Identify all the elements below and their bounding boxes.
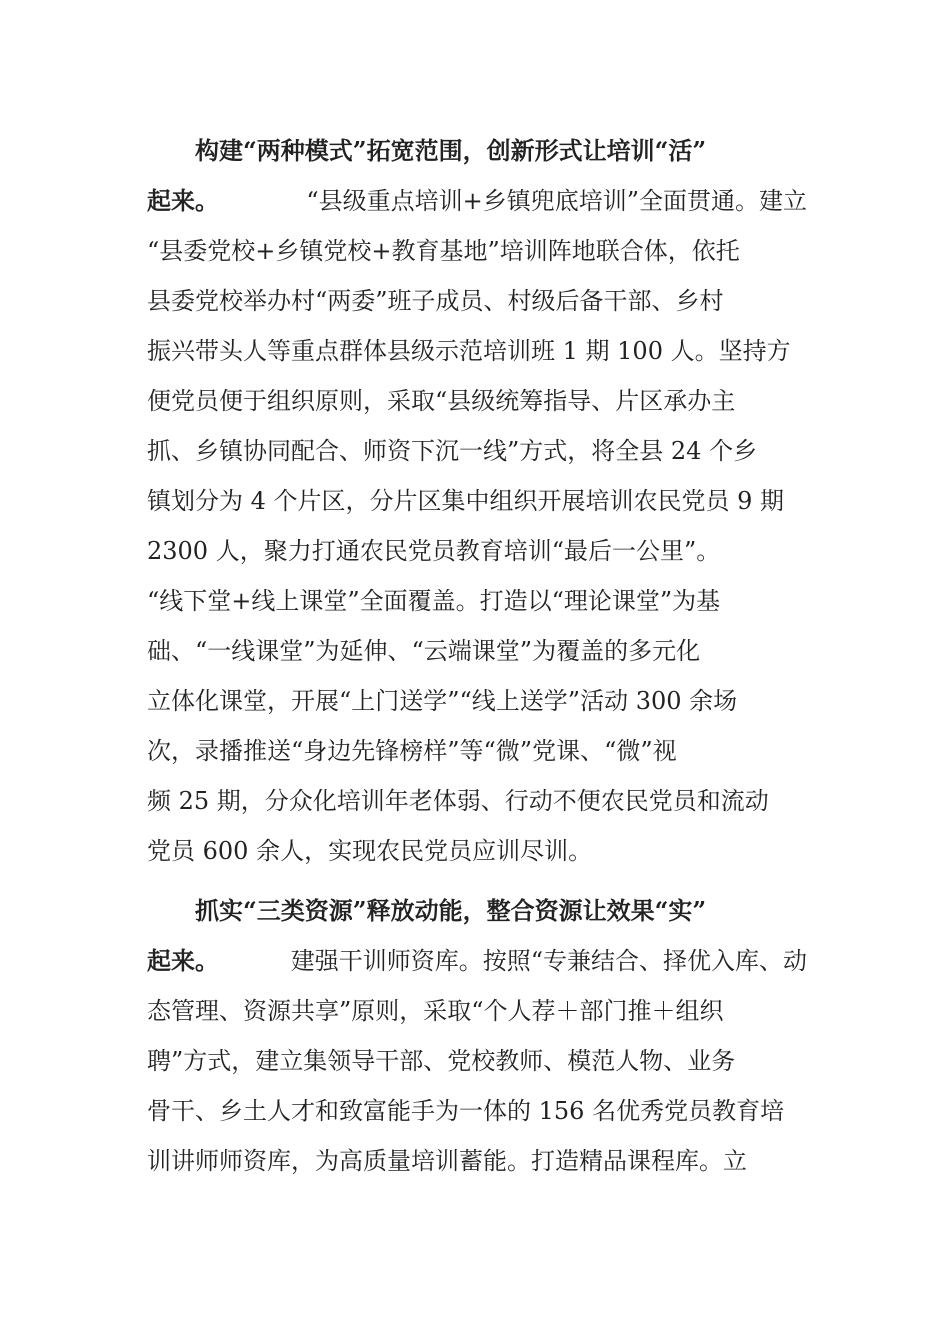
line-text: 抓、乡镇协同配合、师资下沉一线”方式，将全县 24 个乡 bbox=[147, 437, 758, 465]
paragraph-gap bbox=[147, 876, 807, 886]
line-text: 县委党校举办村“两委”班子成员、村级后备干部、乡村 bbox=[147, 287, 724, 315]
paragraph-1-heading-part-1: 构建“两种模式”拓宽范围，创新形式让培训“活” bbox=[195, 136, 707, 165]
paragraph-1-line-11 bbox=[147, 626, 807, 676]
paragraph-2-text: 建强干训师资库。按照“专兼结合、择优入库、动 bbox=[290, 947, 807, 975]
paragraph-2-line-1 bbox=[147, 886, 807, 936]
line-text: 聘”方式，建立集领导干部、党校教师、模范人物、业务 bbox=[147, 1047, 736, 1075]
body-text bbox=[147, 126, 807, 1186]
paragraph-2-line-3 bbox=[147, 986, 807, 1036]
paragraph-1-line-8 bbox=[147, 476, 807, 526]
paragraph-1-line-4 bbox=[147, 276, 807, 326]
line-text: 次，录播推送“身边先锋榜样”等“微”党课、“微”视 bbox=[147, 737, 677, 765]
line-text: 2300 人，聚力打通农民党员教育培训“最后一公里”。 bbox=[147, 537, 721, 565]
line-text: 频 25 期，分众化培训年老体弱、行动不便农民党员和流动 bbox=[147, 787, 769, 815]
paragraph-2-line-5 bbox=[147, 1086, 807, 1136]
paragraph-1-line-6 bbox=[147, 376, 807, 426]
paragraph-1-line-10 bbox=[147, 576, 807, 626]
paragraph-1-line-14 bbox=[147, 776, 807, 826]
paragraph-1-line-15 bbox=[147, 826, 807, 876]
line-text: 态管理、资源共享”原则，采取“个人荐＋部门推＋组织 bbox=[147, 997, 724, 1025]
paragraph-2-heading-part-2: 起来。 bbox=[147, 946, 219, 975]
paragraph-1-heading-part-2: 起来。 bbox=[147, 186, 219, 215]
paragraph-1-line-1 bbox=[147, 126, 807, 176]
line-text: 骨干、乡土人才和致富能手为一体的 156 名优秀党员教育培 bbox=[147, 1097, 785, 1125]
paragraph-1-line-3 bbox=[147, 226, 807, 276]
line-text: “县委党校+乡镇党校+教育基地”培训阵地联合体，依托 bbox=[147, 237, 740, 265]
paragraph-2-line-6 bbox=[147, 1136, 807, 1186]
line-text: “线下堂+线上课堂”全面覆盖。打造以“理论课堂”为基 bbox=[147, 587, 721, 615]
paragraph-1-line-13 bbox=[147, 726, 807, 776]
line-text: 训讲师师资库，为高质量培训蓄能。打造精品课程库。立 bbox=[147, 1147, 747, 1175]
paragraph-1-line-9 bbox=[147, 526, 807, 576]
line-text: 镇划分为 4 个片区，分片区集中组织开展培训农民党员 9 期 bbox=[147, 487, 785, 515]
paragraph-1-text: “县级重点培训+乡镇兜底培训”全面贯通。建立 bbox=[306, 187, 807, 215]
line-text: 振兴带头人等重点群体县级示范培训班 1 期 100 人。坚持方 bbox=[147, 337, 791, 365]
paragraph-2-line-2 bbox=[147, 936, 807, 986]
paragraph-2-heading-part-1: 抓实“三类资源”释放动能，整合资源让效果“实” bbox=[195, 896, 707, 925]
paragraph-1-line-2 bbox=[147, 176, 807, 226]
line-text: 便党员便于组织原则，采取“县级统筹指导、片区承办主 bbox=[147, 387, 736, 415]
paragraph-1-line-5 bbox=[147, 326, 807, 376]
paragraph-1-line-12 bbox=[147, 676, 807, 726]
paragraph-2-line-4 bbox=[147, 1036, 807, 1086]
line-text: 立体化课堂，开展“上门送学”“线上送学”活动 300 余场 bbox=[147, 687, 738, 715]
line-text: 础、“一线课堂”为延伸、“云端课堂”为覆盖的多元化 bbox=[147, 637, 701, 665]
line-text: 党员 600 余人，实现农民党员应训尽训。 bbox=[147, 837, 593, 865]
paragraph-1-line-7 bbox=[147, 426, 807, 476]
